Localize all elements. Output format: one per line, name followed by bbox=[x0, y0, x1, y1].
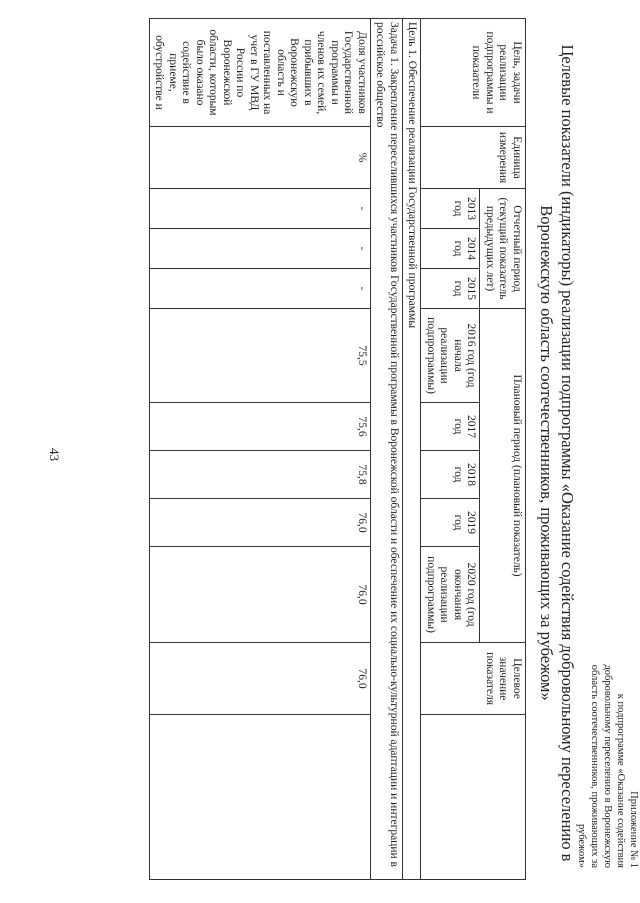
indicator-unit: % bbox=[150, 127, 371, 189]
header-reporting: Отчетный период (текущий показатель предыдущих лет) bbox=[480, 189, 526, 309]
header-2017: 2017 год bbox=[421, 403, 480, 451]
appendix-line: к подпрограмме «Оказание содействия bbox=[615, 693, 626, 868]
header-goal: Цель, задачи реализации подпрограммы и показатели bbox=[421, 19, 526, 127]
header-2013: 2013 год bbox=[421, 189, 480, 229]
value-2013: - bbox=[150, 189, 371, 229]
appendix-line: область соотечественников, проживающих за bbox=[589, 664, 600, 868]
appendix-line: Приложение № 1 bbox=[628, 791, 639, 868]
header-2020: 2020 год (год окончания реализации подпрограммы) bbox=[421, 547, 480, 643]
appendix-note bbox=[575, 568, 640, 868]
appendix-line: добровольному переселению в Воронежскую bbox=[602, 664, 613, 868]
header-blank bbox=[421, 715, 526, 880]
header-2016: 2016 год (год начала реализации подпрограммы) bbox=[421, 309, 480, 403]
value-2015: - bbox=[150, 269, 371, 309]
value-2018: 75,8 bbox=[150, 451, 371, 499]
rotated-page bbox=[10, 8, 640, 888]
document-title bbox=[536, 28, 578, 878]
header-planning: Плановый период (плановый показатель) bbox=[480, 309, 526, 643]
value-2016: 75,5 bbox=[150, 309, 371, 403]
indicator-name: Доля участников Государственной программы и членов их семей, прибывших в Воронежскую область и поставленных на учет в ГУ МВД России по Воронежской области, которым было оказано содействие в приеме, обустройстве и bbox=[150, 19, 371, 127]
header-row bbox=[480, 19, 526, 880]
appendix-line: рубежом» bbox=[576, 823, 587, 868]
header-target: Целевое значение показателя bbox=[421, 643, 526, 715]
goal-text: Цель 1. Обеспечение реализации Государственной программы bbox=[403, 19, 422, 880]
task-text: Задача 1. Закрепление переселившихся участников Государственной программы в Воронежской области и обеспечение их социально-культурной адаптации и интеграции в российское общество bbox=[371, 19, 403, 880]
title-line: Целевые показатели (индикаторы) реализации подпрограммы «Оказание содействия добровольному переселению в bbox=[558, 44, 577, 862]
header-unit: Единица измерения bbox=[421, 127, 526, 189]
value-2017: 75,6 bbox=[150, 403, 371, 451]
value-blank bbox=[150, 715, 371, 880]
title-line: Воронежскую область соотечественников, проживающих за рубежом» bbox=[537, 205, 556, 701]
indicators-table bbox=[149, 18, 526, 880]
table-row bbox=[150, 19, 371, 880]
header-2019: 2019 год bbox=[421, 499, 480, 547]
header-2014: 2014 год bbox=[421, 229, 480, 269]
page-number: 43 bbox=[47, 448, 62, 461]
task-row bbox=[371, 19, 403, 880]
header-2015: 2015 год bbox=[421, 269, 480, 309]
header-2018: 2018 год bbox=[421, 451, 480, 499]
goal-row bbox=[403, 19, 422, 880]
value-target: 76,0 bbox=[150, 643, 371, 715]
value-2020: 76,0 bbox=[150, 547, 371, 643]
value-2014: - bbox=[150, 229, 371, 269]
value-2019: 76,0 bbox=[150, 499, 371, 547]
